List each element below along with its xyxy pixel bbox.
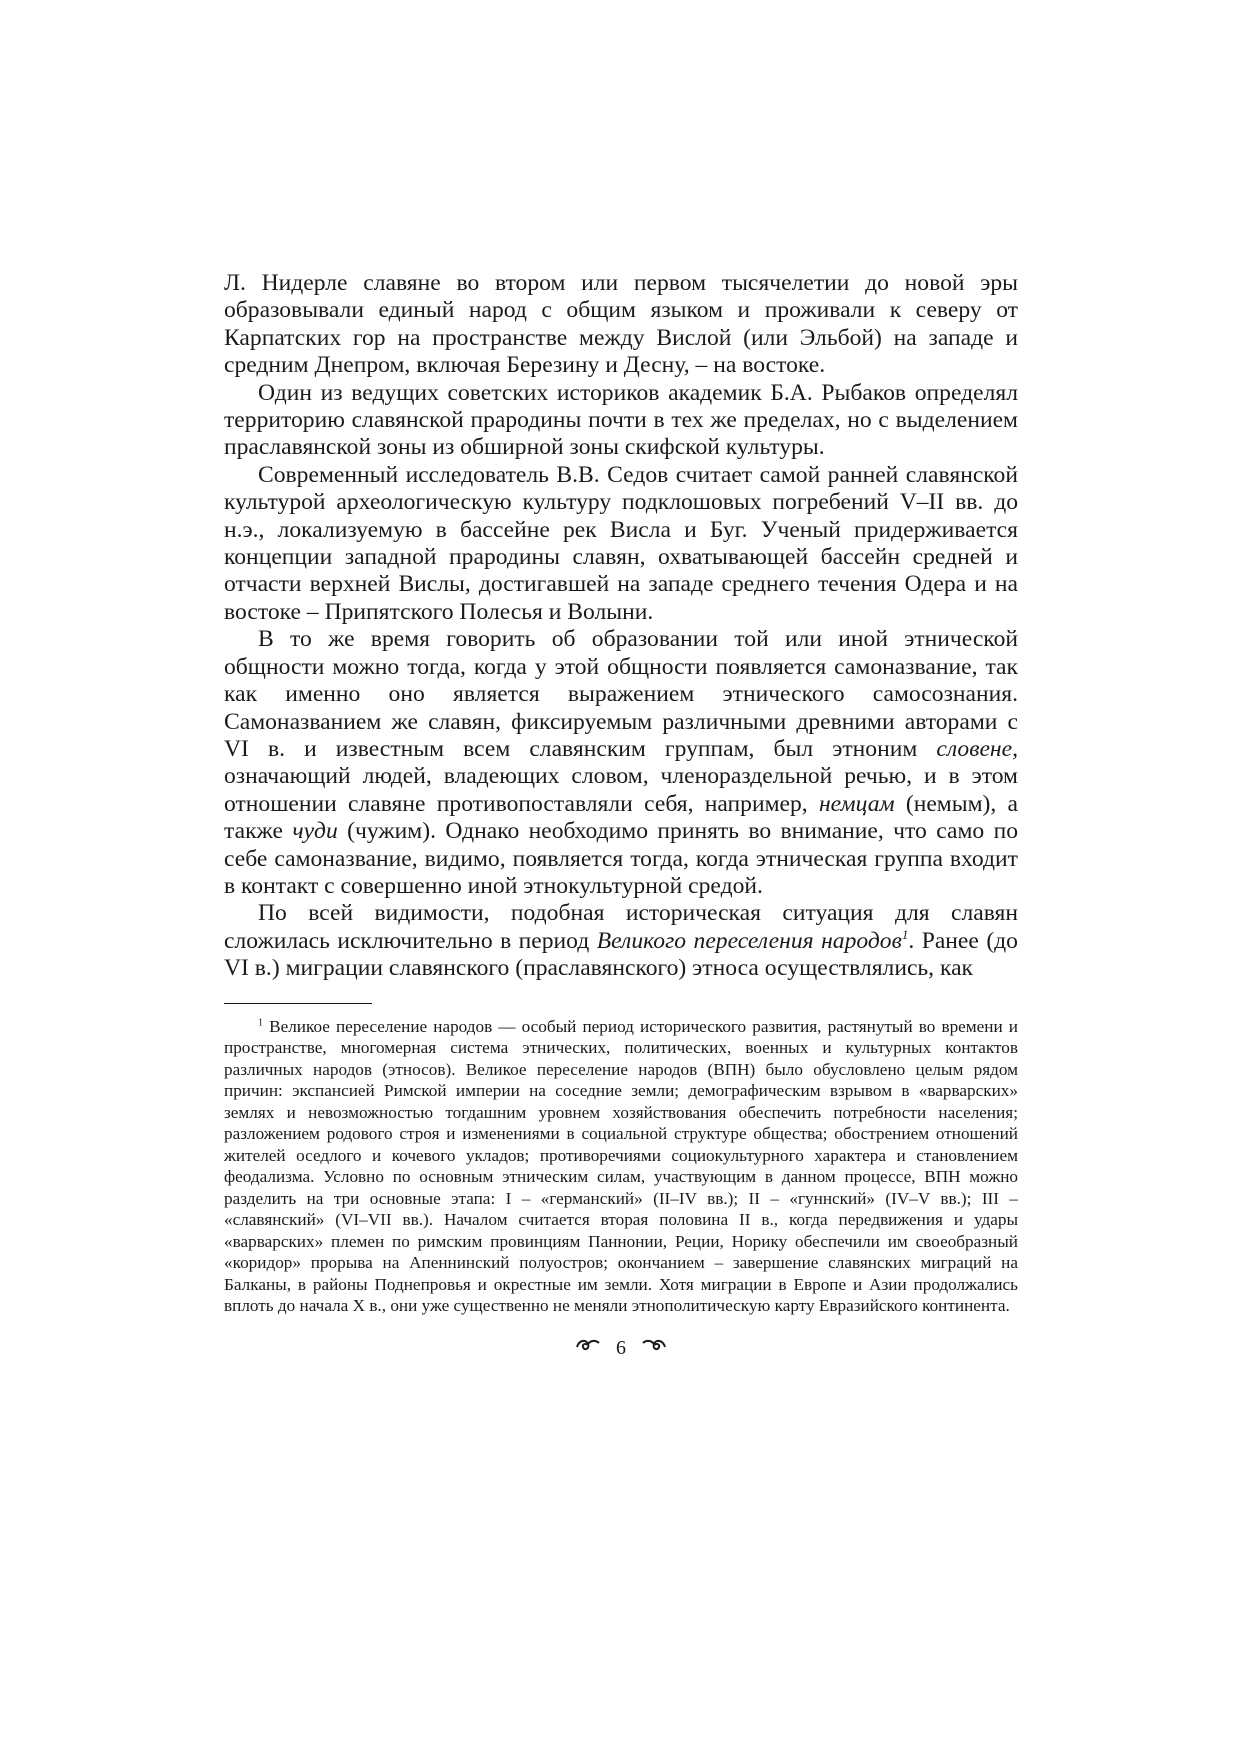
paragraph	[224, 900, 1018, 982]
text-segment: Один из ведущих советских историков академик Б.А. Рыбаков определял территорию славянской прародины почти в тех же пределах, но с выделением праславянской зоны из обширной зоны скифской культуры.	[224, 379, 1018, 461]
text-segment: В то же время говорить об образовании той или иной этнической общности можно тогда, когда у этой общности появляется самоназвание, так как именно оно является выражением этнического самосознания. Самоназванием же славян, фиксируемым различными древними авторами с VI в. и известным всем славянским группам, был этноним	[224, 626, 1018, 762]
page-content	[224, 270, 1018, 1361]
footnote	[224, 1016, 1018, 1317]
text-segment: означающий людей, владеющих словом, членораздельной речью, и в этом отношении славяне противопоставляли себя, например,	[224, 763, 1018, 817]
right-ornament-icon	[641, 1335, 667, 1361]
paragraph	[224, 270, 1018, 380]
italic-text: Великого переселения народов	[596, 927, 902, 954]
footnote-text: Великое переселение народов — особый период исторического развития, растянутый во времени и пространстве, многомерная система этнических, политических, военных и культурных контактов различных народов (этносов). Великое переселение народов (ВПН) было обусловлено целым рядом причин: экспансией Римской империи на соседние земли; демографическим взрывом в «варварских» землях и невозможностью тогдашним уровнем хозяйствования обеспечить потребности населения; разложением родового строя и изменениями в социальной структуре общества; обострением отношений жителей оседлого и кочевого укладов; противоречиями социокультурного характера и становлением феодализма. Условно по основным этническим силам, участвующим в данном процессе, ВПН можно разделить на три основные этапа: I – «германский» (II–IV вв.); II – «гуннский» (IV–V вв.); III – «славянский» (VI–VII вв.). Началом считается вторая половина II в., когда передвижения и удары «варварских» племен по римским провинциям Паннонии, Реции, Норику обеспечили им своеобразный «коридор» прорыва на Апеннинский полуостров; окончанием – завершение славянских миграций на Балканы, в районы Поднепровья и окрестные им земли. Хотя миграции в Европе и Азии продолжались вплоть до начала X в., они уже существенно не меняли этнополитическую карту Евразийского континента.	[224, 1016, 1019, 1316]
italic-text: словене,	[936, 735, 1018, 762]
text-segment: . Ранее (до VI в.) миграции славянского (праславянского) этноса осуществлялись, как	[224, 927, 1018, 982]
italic-text: немцам	[818, 790, 895, 817]
page-number: 6	[616, 1337, 626, 1360]
paragraph	[224, 626, 1018, 900]
footnote-reference: 1	[901, 926, 909, 942]
paragraph	[224, 380, 1018, 462]
left-ornament-icon	[575, 1335, 601, 1361]
italic-text: чуди	[292, 818, 338, 845]
text-segment: (чужим). Однако необходимо принять во внимание, что само по себе самоназвание, видимо, появляется тогда, когда этническая группа входит в контакт с совершенно иной этнокультурной средой.	[224, 818, 1018, 899]
text-segment: По всей видимости, подобная историческая ситуация для славян сложилась исключительно в период	[224, 900, 1018, 954]
paragraph	[224, 462, 1018, 626]
text-segment: (немым), а также	[224, 790, 1019, 845]
footnote-separator	[224, 1003, 372, 1004]
main-text	[224, 270, 1018, 983]
text-segment: Л. Нидерле славяне во втором или первом тысячелетии до новой эры образовывали единый народ с общим языком и проживали к северу от Карпатских гор на пространстве между Вислой (или Эльбой) на западе и средним Днепром, включая Березину и Десну, – на востоке.	[224, 270, 1018, 379]
page-footer	[224, 1334, 1018, 1361]
text-segment: Современный исследователь В.В. Седов считает самой ранней славянской культурой археологическую культуру подклошовых погребений V–II вв. до н.э., локализуемую в бассейне рек Висла и Буг. Ученый придерживается концепции западной прародины славян, охватывающей бассейн средней и отчасти верхней Вислы, достигавшей на западе среднего течения Одера и на востоке – Припятского Полесья и Волыни.	[224, 461, 1018, 625]
footnote-mark: 1	[258, 1016, 263, 1028]
